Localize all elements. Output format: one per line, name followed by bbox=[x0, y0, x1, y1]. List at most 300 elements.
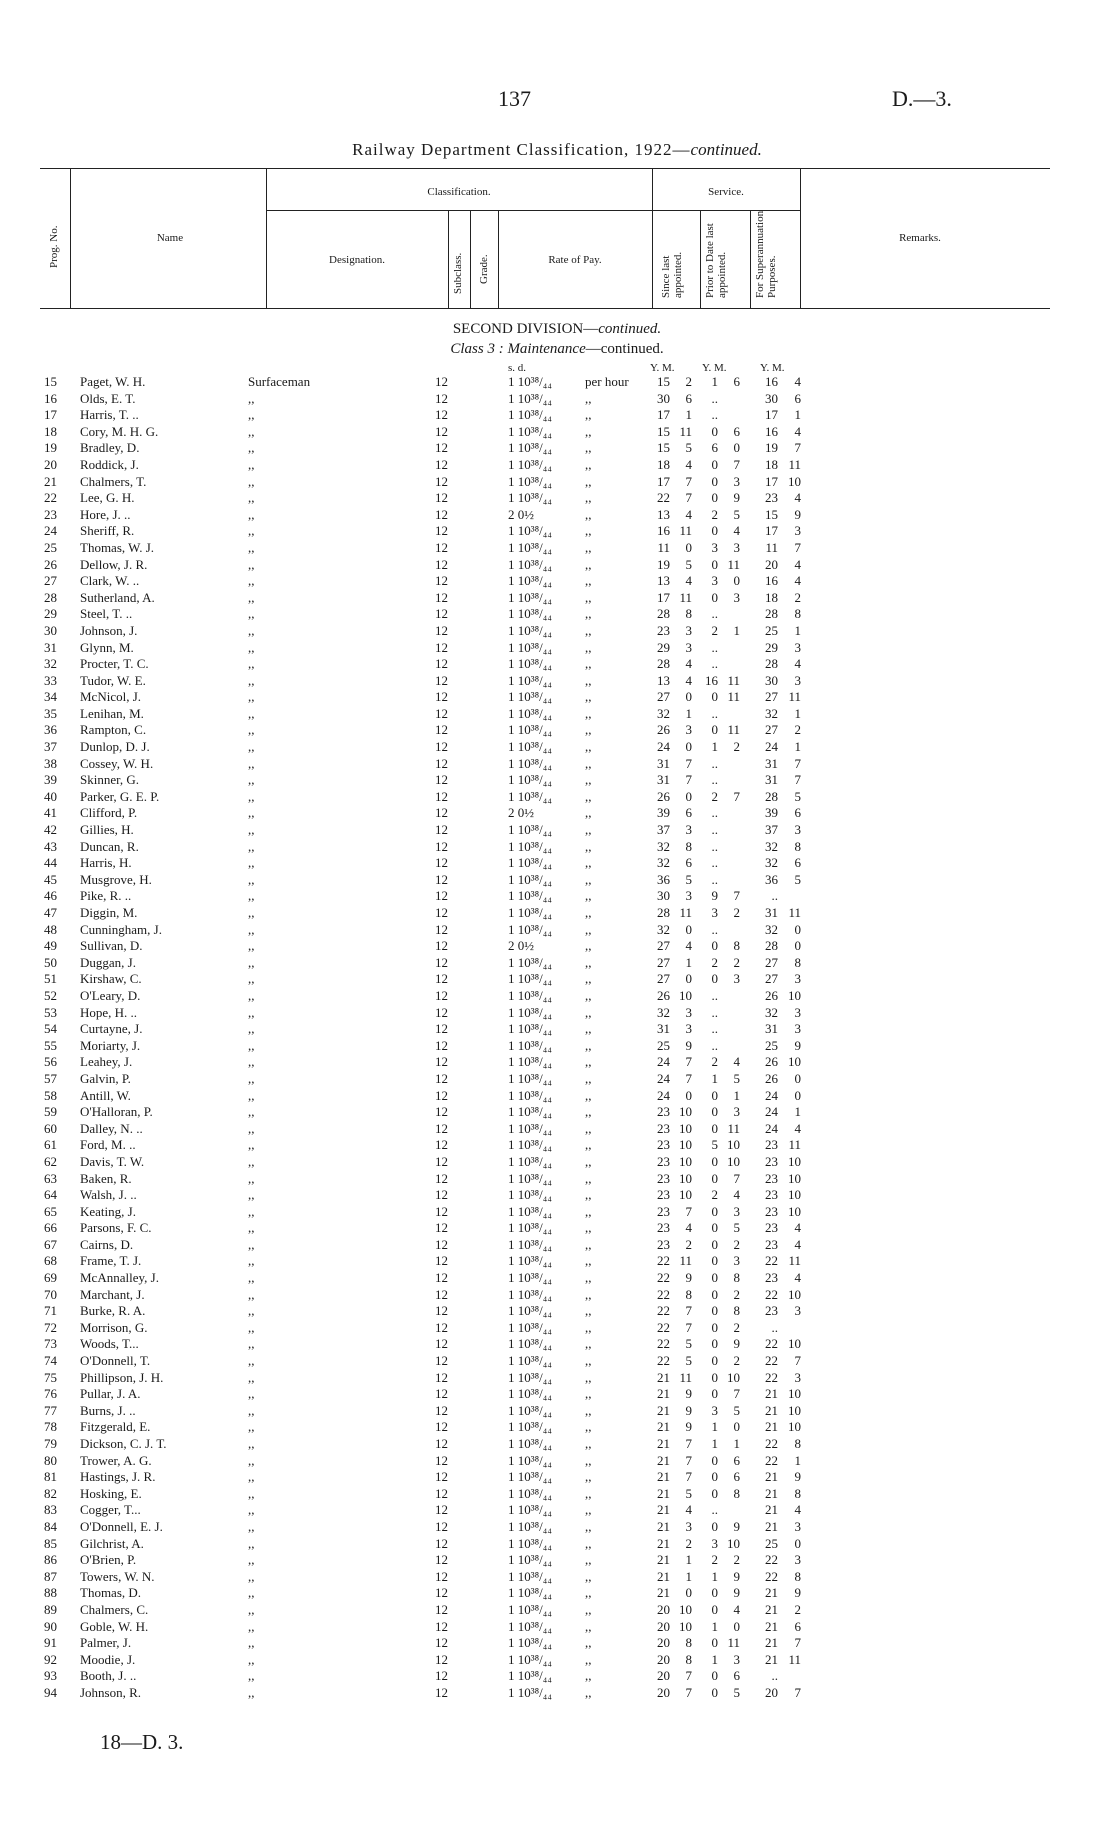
cell-prior-years: 0 bbox=[711, 556, 718, 572]
cell-prior-years: 2 bbox=[711, 788, 718, 804]
cell-designation: ,, bbox=[248, 689, 255, 705]
cell-subclass: 12 bbox=[435, 822, 448, 838]
cell-subclass: 12 bbox=[435, 523, 448, 539]
cell-super-years: 21 bbox=[765, 1419, 778, 1435]
cell-designation: ,, bbox=[248, 1369, 255, 1385]
cell-rate: 1 10³⁸/₄₄ bbox=[508, 1601, 552, 1617]
cell-prog-no: 29 bbox=[44, 606, 57, 622]
cell-prog-no: 39 bbox=[44, 772, 57, 788]
cell-prior-years: 0 bbox=[711, 1635, 718, 1651]
cell-rate-unit: ,, bbox=[585, 490, 592, 506]
page-title bbox=[0, 140, 1114, 160]
cell-subclass: 12 bbox=[435, 1286, 448, 1302]
cell-super-months: 7 bbox=[794, 755, 801, 771]
table-row bbox=[0, 971, 1114, 988]
cell-rate-unit: ,, bbox=[585, 423, 592, 439]
cell-super-years: 31 bbox=[765, 755, 778, 771]
table-row bbox=[0, 1403, 1114, 1420]
cell-super-years: 22 bbox=[765, 1336, 778, 1352]
cell-prior-years: 0 bbox=[711, 456, 718, 472]
cell-designation: ,, bbox=[248, 987, 255, 1003]
cell-super-years: 27 bbox=[765, 689, 778, 705]
cell-designation: ,, bbox=[248, 805, 255, 821]
cell-prog-no: 20 bbox=[44, 456, 57, 472]
cell-prog-no: 79 bbox=[44, 1436, 57, 1451]
cell-super-years: 28 bbox=[765, 938, 778, 954]
cell-super-months: 6 bbox=[794, 805, 801, 821]
cell-since-years: 26 bbox=[657, 987, 670, 1003]
cell-since-years: 31 bbox=[657, 772, 670, 788]
cell-super-months: 3 bbox=[794, 1552, 801, 1568]
table-row bbox=[0, 1021, 1114, 1038]
cell-rate: 1 10³⁸/₄₄ bbox=[508, 1568, 552, 1584]
cell-rate: 1 10³⁸/₄₄ bbox=[508, 1436, 552, 1451]
cell-name: Ford, M. .. bbox=[80, 1137, 136, 1153]
cell-prog-no: 49 bbox=[44, 938, 57, 954]
cell-prog-no: 16 bbox=[44, 390, 57, 406]
cell-super-years: 21 bbox=[765, 1635, 778, 1651]
cell-since-months: 9 bbox=[685, 1386, 692, 1402]
cell-subclass: 12 bbox=[435, 1585, 448, 1601]
cell-rate-unit: ,, bbox=[585, 1021, 592, 1037]
cell-super-years: 21 bbox=[765, 1502, 778, 1518]
cell-prior-months: 3 bbox=[733, 539, 740, 555]
cell-super-years: 22 bbox=[765, 1286, 778, 1302]
cell-prior-months: 2 bbox=[733, 905, 740, 920]
cell-super-months: 4 bbox=[794, 423, 801, 439]
cell-rate: 1 10³⁸/₄₄ bbox=[508, 589, 552, 605]
cell-rate-unit: ,, bbox=[585, 1485, 592, 1501]
cell-since-months: 9 bbox=[685, 1402, 692, 1418]
cell-rate-unit: ,, bbox=[585, 1684, 592, 1700]
cell-prior-months: 5 bbox=[733, 1070, 740, 1086]
cell-designation: ,, bbox=[248, 1684, 255, 1700]
cell-since-months: 3 bbox=[685, 822, 692, 838]
cell-name: Fitzgerald, E. bbox=[80, 1419, 151, 1435]
cell-designation: ,, bbox=[248, 1153, 255, 1169]
cell-super-months: 0 bbox=[794, 1087, 801, 1103]
cell-designation: ,, bbox=[248, 672, 255, 688]
cell-subclass: 12 bbox=[435, 506, 448, 522]
cell-prior-years: 2 bbox=[711, 506, 718, 522]
cell-prior-years: 0 bbox=[711, 689, 718, 705]
cell-rate: 1 10³⁸/₄₄ bbox=[508, 1668, 552, 1684]
cell-prior-years: 0 bbox=[711, 1668, 718, 1684]
table-row bbox=[0, 1453, 1114, 1470]
cell-super-years: 24 bbox=[765, 739, 778, 755]
cell-since-years: 16 bbox=[657, 523, 670, 539]
cell-prog-no: 35 bbox=[44, 705, 57, 721]
cell-prog-no: 62 bbox=[44, 1153, 57, 1169]
cell-designation: ,, bbox=[248, 390, 255, 406]
cell-prior-months: 3 bbox=[733, 589, 740, 605]
cell-prog-no: 57 bbox=[44, 1070, 57, 1086]
cell-name: Pullar, J. A. bbox=[80, 1386, 141, 1402]
cell-prog-no: 17 bbox=[44, 407, 57, 423]
cell-rate-unit: ,, bbox=[585, 855, 592, 871]
cell-since-years: 21 bbox=[657, 1436, 670, 1451]
cell-rate: 1 10³⁸/₄₄ bbox=[508, 1220, 552, 1236]
cell-since-months: 11 bbox=[679, 1369, 692, 1385]
cell-since-years: 15 bbox=[657, 423, 670, 439]
table-row bbox=[0, 1635, 1114, 1652]
cell-since-years: 21 bbox=[657, 1402, 670, 1418]
cell-name: Morrison, G. bbox=[80, 1319, 148, 1335]
table-row bbox=[0, 1303, 1114, 1320]
cell-rate: 1 10³⁸/₄₄ bbox=[508, 739, 552, 755]
cell-super-months: 7 bbox=[794, 539, 801, 555]
cell-rate-unit: ,, bbox=[585, 1353, 592, 1369]
cell-name: Gillies, H. bbox=[80, 822, 134, 838]
cell-since-years: 13 bbox=[657, 506, 670, 522]
cell-subclass: 12 bbox=[435, 1684, 448, 1700]
table-row bbox=[0, 1419, 1114, 1436]
table-row bbox=[0, 1336, 1114, 1353]
cell-prior-years: 0 bbox=[711, 1286, 718, 1302]
cell-designation: ,, bbox=[248, 573, 255, 589]
header-service: Service. bbox=[708, 186, 744, 198]
cell-prog-no: 48 bbox=[44, 921, 57, 937]
cell-since-months: 7 bbox=[685, 473, 692, 489]
cell-super-years: 24 bbox=[765, 1087, 778, 1103]
cell-prog-no: 60 bbox=[44, 1120, 57, 1136]
cell-prior-years: 0 bbox=[711, 523, 718, 539]
cell-prior-years: .. bbox=[711, 390, 718, 406]
cell-name: Duncan, R. bbox=[80, 838, 139, 854]
cell-prog-no: 31 bbox=[44, 639, 57, 655]
cell-prior-months: 4 bbox=[733, 523, 740, 539]
cell-rate-unit: ,, bbox=[585, 1203, 592, 1219]
cell-prior-years: .. bbox=[711, 656, 718, 672]
cell-rate-unit: ,, bbox=[585, 1618, 592, 1634]
cell-since-months: 10 bbox=[679, 1187, 692, 1203]
cell-rate: 1 10³⁸/₄₄ bbox=[508, 838, 552, 854]
cell-rate-unit: ,, bbox=[585, 888, 592, 904]
title-main: Railway Department Classification, 1922— bbox=[352, 140, 691, 159]
cell-since-years: 22 bbox=[657, 1253, 670, 1269]
cell-name: Palmer, J. bbox=[80, 1635, 132, 1651]
cell-name: Gilchrist, A. bbox=[80, 1535, 144, 1551]
cell-designation: ,, bbox=[248, 1236, 255, 1252]
cell-subclass: 12 bbox=[435, 987, 448, 1003]
cell-super-months: 4 bbox=[794, 656, 801, 672]
cell-since-years: 25 bbox=[657, 1037, 670, 1053]
cell-rate-unit: ,, bbox=[585, 639, 592, 655]
cell-prior-months: 5 bbox=[733, 1402, 740, 1418]
cell-name: Musgrove, H. bbox=[80, 871, 152, 887]
cell-since-years: 17 bbox=[657, 473, 670, 489]
cell-since-years: 21 bbox=[657, 1386, 670, 1402]
cell-since-months: 10 bbox=[679, 987, 692, 1003]
cell-rate: 1 10³⁸/₄₄ bbox=[508, 1021, 552, 1037]
cell-since-months: 7 bbox=[685, 772, 692, 788]
cell-prior-years: .. bbox=[711, 639, 718, 655]
cell-super-years: 16 bbox=[765, 573, 778, 589]
cell-since-months: 3 bbox=[685, 1518, 692, 1534]
cell-super-years: 22 bbox=[765, 1253, 778, 1269]
cell-prog-no: 15 bbox=[44, 374, 57, 389]
cell-prog-no: 32 bbox=[44, 656, 57, 672]
cell-subclass: 12 bbox=[435, 772, 448, 788]
cell-prior-years: 1 bbox=[711, 1568, 718, 1584]
units-ym-prior: Y. M. bbox=[702, 362, 727, 374]
cell-name: Olds, E. T. bbox=[80, 390, 136, 406]
cell-prior-years: .. bbox=[711, 606, 718, 622]
cell-subclass: 12 bbox=[435, 1518, 448, 1534]
cell-rate: 1 10³⁸/₄₄ bbox=[508, 1187, 552, 1203]
cell-super-months: 0 bbox=[794, 921, 801, 937]
cell-rate-unit: ,, bbox=[585, 1137, 592, 1153]
cell-since-months: 7 bbox=[685, 1436, 692, 1451]
cell-name: Moodie, J. bbox=[80, 1651, 136, 1667]
cell-rate-unit: ,, bbox=[585, 705, 592, 721]
cell-name: Hosking, E. bbox=[80, 1485, 142, 1501]
header-name: Name bbox=[156, 232, 184, 244]
cell-prog-no: 86 bbox=[44, 1552, 57, 1568]
cell-super-years: 24 bbox=[765, 1104, 778, 1120]
cell-subclass: 12 bbox=[435, 1402, 448, 1418]
cell-rate: 1 10³⁸/₄₄ bbox=[508, 1386, 552, 1402]
cell-prog-no: 27 bbox=[44, 573, 57, 589]
cell-prior-months: 2 bbox=[733, 1236, 740, 1252]
cell-designation: ,, bbox=[248, 1270, 255, 1286]
cell-subclass: 12 bbox=[435, 755, 448, 771]
cell-prior-years: 2 bbox=[711, 1187, 718, 1203]
cell-designation: ,, bbox=[248, 1436, 255, 1451]
cell-since-years: 24 bbox=[657, 1070, 670, 1086]
cell-rate-unit: ,, bbox=[585, 1386, 592, 1402]
cell-rate-unit: ,, bbox=[585, 1336, 592, 1352]
cell-prog-no: 77 bbox=[44, 1402, 57, 1418]
cell-rate-unit: ,, bbox=[585, 838, 592, 854]
cell-rate-unit: ,, bbox=[585, 1220, 592, 1236]
cell-rate: 2 0½ bbox=[508, 938, 534, 954]
cell-subclass: 12 bbox=[435, 390, 448, 406]
cell-subclass: 12 bbox=[435, 573, 448, 589]
cell-prog-no: 51 bbox=[44, 971, 57, 987]
cell-subclass: 12 bbox=[435, 888, 448, 904]
cell-super-years: 32 bbox=[765, 1004, 778, 1020]
cell-since-years: 28 bbox=[657, 606, 670, 622]
cell-rate: 1 10³⁸/₄₄ bbox=[508, 1319, 552, 1335]
cell-rate-unit: ,, bbox=[585, 871, 592, 887]
cell-rate: 1 10³⁸/₄₄ bbox=[508, 1585, 552, 1601]
cell-super-months: 2 bbox=[794, 722, 801, 738]
table-row bbox=[0, 839, 1114, 856]
cell-since-months: 5 bbox=[685, 556, 692, 572]
cell-prog-no: 85 bbox=[44, 1535, 57, 1551]
cell-super-years: 22 bbox=[765, 1552, 778, 1568]
cell-subclass: 12 bbox=[435, 805, 448, 821]
cell-designation: ,, bbox=[248, 639, 255, 655]
cell-super-years: 21 bbox=[765, 1469, 778, 1485]
cell-name: Parker, G. E. P. bbox=[80, 788, 160, 804]
cell-prior-years: 0 bbox=[711, 1386, 718, 1402]
cell-super-years: 27 bbox=[765, 971, 778, 987]
table-row bbox=[0, 1287, 1114, 1304]
cell-super-years: .. bbox=[771, 1668, 778, 1684]
table-row bbox=[0, 1353, 1114, 1370]
cell-super-years: 32 bbox=[765, 838, 778, 854]
cell-super-months: 9 bbox=[794, 1585, 801, 1601]
cell-subclass: 12 bbox=[435, 1153, 448, 1169]
cell-subclass: 12 bbox=[435, 1336, 448, 1352]
cell-rate-unit: ,, bbox=[585, 1286, 592, 1302]
cell-super-months: 10 bbox=[788, 1054, 801, 1070]
table-row bbox=[0, 789, 1114, 806]
cell-rate: 1 10³⁸/₄₄ bbox=[508, 622, 552, 638]
cell-name: Burke, R. A. bbox=[80, 1303, 146, 1319]
cell-since-months: 7 bbox=[685, 1203, 692, 1219]
cell-prior-years: 3 bbox=[711, 539, 718, 555]
cell-rate: 1 10³⁸/₄₄ bbox=[508, 1153, 552, 1169]
cell-designation: ,, bbox=[248, 722, 255, 738]
cell-since-years: 15 bbox=[657, 440, 670, 456]
cell-prior-months: 3 bbox=[733, 971, 740, 987]
cell-rate: 1 10³⁸/₄₄ bbox=[508, 1137, 552, 1153]
cell-since-months: 3 bbox=[685, 622, 692, 638]
cell-name: Antill, W. bbox=[80, 1087, 131, 1103]
cell-name: Rampton, C. bbox=[80, 722, 147, 738]
cell-name: Duggan, J. bbox=[80, 954, 136, 970]
cell-name: Frame, T. J. bbox=[80, 1253, 142, 1269]
cell-rate: 1 10³⁸/₄₄ bbox=[508, 606, 552, 622]
cell-subclass: 12 bbox=[435, 1535, 448, 1551]
table-row bbox=[0, 1386, 1114, 1403]
cell-prog-no: 56 bbox=[44, 1054, 57, 1070]
cell-name: Sheriff, R. bbox=[80, 523, 135, 539]
cell-since-months: 7 bbox=[685, 1668, 692, 1684]
table-row bbox=[0, 1502, 1114, 1519]
cell-rate: 2 0½ bbox=[508, 805, 534, 821]
cell-since-months: 4 bbox=[685, 656, 692, 672]
cell-designation: ,, bbox=[248, 490, 255, 506]
cell-super-months: 8 bbox=[794, 606, 801, 622]
cell-prog-no: 22 bbox=[44, 490, 57, 506]
table-row bbox=[0, 474, 1114, 491]
cell-super-months: 1 bbox=[794, 1104, 801, 1120]
cell-since-months: 8 bbox=[685, 606, 692, 622]
cell-designation: ,, bbox=[248, 1021, 255, 1037]
cell-super-years: 32 bbox=[765, 855, 778, 871]
cell-prog-no: 71 bbox=[44, 1303, 57, 1319]
cell-subclass: 12 bbox=[435, 440, 448, 456]
cell-rate: 1 10³⁸/₄₄ bbox=[508, 390, 552, 406]
cell-designation: ,, bbox=[248, 838, 255, 854]
cell-since-years: 21 bbox=[657, 1469, 670, 1485]
cell-prior-months: 8 bbox=[733, 938, 740, 954]
cell-super-years: 25 bbox=[765, 1535, 778, 1551]
cell-prior-years: 1 bbox=[711, 1070, 718, 1086]
cell-designation: ,, bbox=[248, 1004, 255, 1020]
table-row bbox=[0, 1005, 1114, 1022]
cell-rate: 1 10³⁸/₄₄ bbox=[508, 1651, 552, 1667]
cell-rate-unit: ,, bbox=[585, 606, 592, 622]
table-row bbox=[0, 540, 1114, 557]
cell-rate-unit: ,, bbox=[585, 589, 592, 605]
cell-subclass: 12 bbox=[435, 1303, 448, 1319]
header-superannuation: For Superannuation Purposes. bbox=[754, 210, 778, 298]
cell-prior-years: 16 bbox=[705, 672, 718, 688]
cell-prior-months: 5 bbox=[733, 506, 740, 522]
cell-prior-years: .. bbox=[711, 871, 718, 887]
cell-prog-no: 92 bbox=[44, 1651, 57, 1667]
cell-prog-no: 67 bbox=[44, 1236, 57, 1252]
cell-super-years: 11 bbox=[765, 539, 778, 555]
cell-super-months: 1 bbox=[794, 739, 801, 755]
cell-super-months: 4 bbox=[794, 1270, 801, 1286]
cell-super-months: 10 bbox=[788, 1170, 801, 1186]
cell-super-months: 3 bbox=[794, 1303, 801, 1319]
cell-designation: ,, bbox=[248, 1353, 255, 1369]
cell-prior-years: 6 bbox=[711, 440, 718, 456]
cell-since-years: 21 bbox=[657, 1518, 670, 1534]
cell-super-months: 8 bbox=[794, 1568, 801, 1584]
cell-rate: 1 10³⁸/₄₄ bbox=[508, 722, 552, 738]
cell-rate-unit: ,, bbox=[585, 440, 592, 456]
cell-super-months: 11 bbox=[788, 905, 801, 920]
cell-prior-months: 9 bbox=[733, 1568, 740, 1584]
cell-designation: ,, bbox=[248, 1386, 255, 1402]
header-prior: Prior to Date last appointed. bbox=[704, 223, 728, 298]
cell-designation: ,, bbox=[248, 1485, 255, 1501]
cell-since-months: 2 bbox=[685, 374, 692, 389]
cell-rate-unit: ,, bbox=[585, 938, 592, 954]
cell-name: McAnnalley, J. bbox=[80, 1270, 159, 1286]
cell-prior-months: 6 bbox=[733, 1452, 740, 1468]
cell-prog-no: 45 bbox=[44, 871, 57, 887]
cell-prior-months: 0 bbox=[733, 1618, 740, 1634]
cell-name: Baken, R. bbox=[80, 1170, 132, 1186]
cell-prior-years: 0 bbox=[711, 423, 718, 439]
cell-rate-unit: ,, bbox=[585, 1502, 592, 1518]
cell-prog-no: 83 bbox=[44, 1502, 57, 1518]
cell-prior-months: 6 bbox=[733, 1469, 740, 1485]
cell-prior-years: 2 bbox=[711, 954, 718, 970]
cell-rate-unit: ,, bbox=[585, 1568, 592, 1584]
cell-name: Harris, T. .. bbox=[80, 407, 139, 423]
cell-prog-no: 46 bbox=[44, 888, 57, 904]
cell-since-months: 11 bbox=[679, 423, 692, 439]
cell-prior-months: 1 bbox=[733, 1436, 740, 1451]
cell-super-months: 11 bbox=[788, 1253, 801, 1269]
cell-rate-unit: ,, bbox=[585, 1601, 592, 1617]
cell-super-months: 10 bbox=[788, 1419, 801, 1435]
cell-since-years: 20 bbox=[657, 1635, 670, 1651]
cell-since-months: 4 bbox=[685, 672, 692, 688]
cell-super-years: 21 bbox=[765, 1585, 778, 1601]
cell-super-months: 6 bbox=[794, 1618, 801, 1634]
cell-since-months: 10 bbox=[679, 1137, 692, 1153]
table-row bbox=[0, 888, 1114, 905]
cell-prior-months: 6 bbox=[733, 423, 740, 439]
cell-rate-unit: ,, bbox=[585, 954, 592, 970]
cell-super-months: 1 bbox=[794, 705, 801, 721]
cell-name: Curtayne, J. bbox=[80, 1021, 143, 1037]
table-row bbox=[0, 590, 1114, 607]
table-row bbox=[0, 1171, 1114, 1188]
cell-super-years: 23 bbox=[765, 1187, 778, 1203]
cell-prior-months: 5 bbox=[733, 1220, 740, 1236]
cell-subclass: 12 bbox=[435, 1270, 448, 1286]
header-designation: Designation. bbox=[329, 254, 385, 266]
cell-name: Towers, W. N. bbox=[80, 1568, 155, 1584]
cell-subclass: 12 bbox=[435, 1137, 448, 1153]
cell-since-years: 21 bbox=[657, 1568, 670, 1584]
table-row bbox=[0, 1585, 1114, 1602]
cell-super-years: 22 bbox=[765, 1369, 778, 1385]
table-row bbox=[0, 440, 1114, 457]
